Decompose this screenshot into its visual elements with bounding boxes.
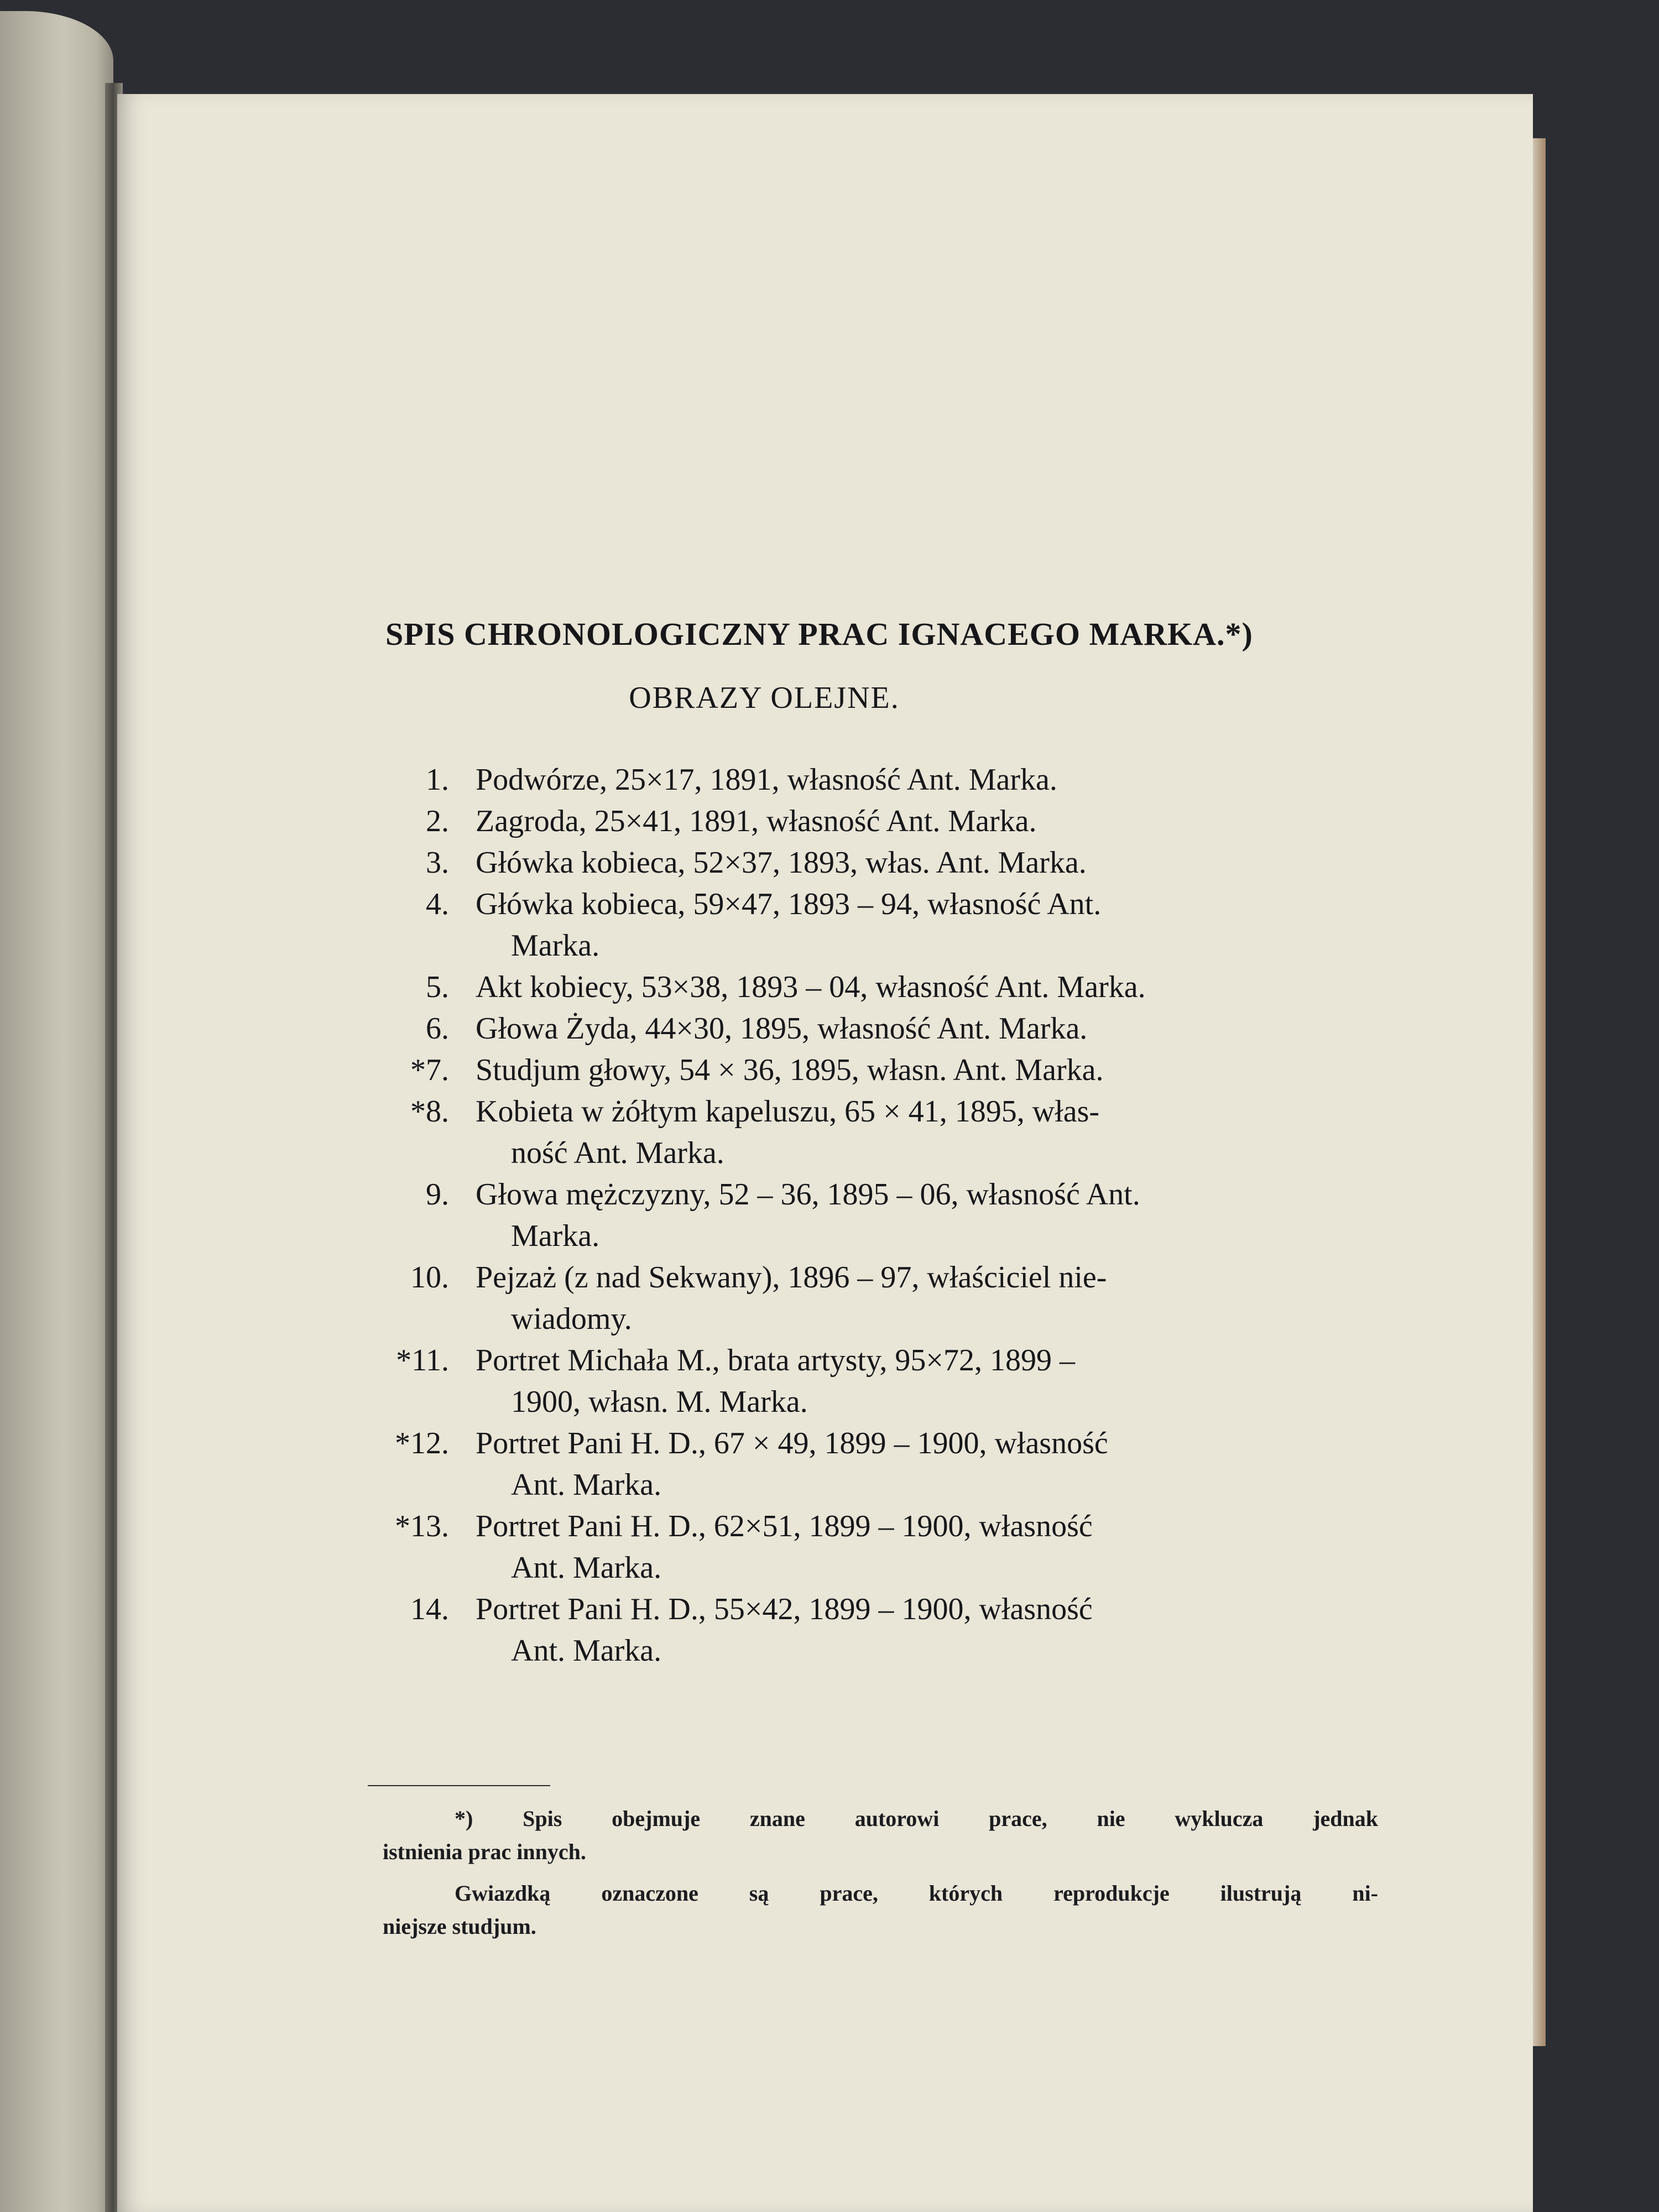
list-item bbox=[117, 1011, 1533, 1055]
page-title: SPIS CHRONOLOGICZNY PRAC IGNACEGO MARKA.*) bbox=[385, 616, 1253, 652]
footnote-divider bbox=[368, 1785, 550, 1786]
entry-text: Pejzaż (z nad Sekwany), 1896 – 97, właściciel nie- bbox=[476, 1260, 1107, 1295]
list-item bbox=[117, 1177, 1533, 1253]
entry-text: Zagroda, 25×41, 1891, własność Ant. Marka. bbox=[476, 804, 1037, 838]
footnote-line: *) Spis obejmuje znane autorowi prace, nie wyklucza jednak bbox=[455, 1806, 1378, 1831]
list-item bbox=[117, 1592, 1533, 1668]
entry-text: Portret Pani H. D., 67 × 49, 1899 – 1900, własność bbox=[476, 1426, 1108, 1460]
list-item bbox=[117, 1343, 1533, 1419]
facing-page bbox=[0, 11, 113, 2212]
entry-number: *11. bbox=[396, 1343, 449, 1378]
entry-number: 2. bbox=[426, 804, 449, 838]
section-heading: OBRAZY OLEJNE. bbox=[629, 681, 900, 715]
entry-number: 5. bbox=[426, 970, 449, 1004]
entry-text: Portret Michała M., brata artysty, 95×72, 1899 – bbox=[476, 1343, 1075, 1378]
entry-number: 14. bbox=[410, 1592, 449, 1626]
entry-text: Głowa mężczyzny, 52 – 36, 1895 – 06, własność Ant. bbox=[476, 1177, 1140, 1212]
entry-number: *8. bbox=[410, 1094, 449, 1129]
entry-continuation: 1900, własn. M. Marka. bbox=[511, 1385, 808, 1419]
entry-continuation: Marka. bbox=[511, 1219, 600, 1253]
entry-text: Podwórze, 25×17, 1891, własność Ant. Marka. bbox=[476, 763, 1057, 797]
entry-text: Portret Pani H. D., 55×42, 1899 – 1900, własność bbox=[476, 1592, 1093, 1626]
entry-text: Akt kobiecy, 53×38, 1893 – 04, własność Ant. Marka. bbox=[476, 970, 1146, 1004]
list-item bbox=[117, 1426, 1533, 1502]
entry-number: 3. bbox=[426, 846, 449, 880]
entry-text: Główka kobieca, 52×37, 1893, włas. Ant. Marka. bbox=[476, 846, 1087, 880]
entry-number: 9. bbox=[426, 1177, 449, 1212]
entry-continuation: wiadomy. bbox=[511, 1302, 632, 1336]
entry-text: Kobieta w żółtym kapeluszu, 65 × 41, 1895, włas- bbox=[476, 1094, 1100, 1129]
entry-continuation: Ant. Marka. bbox=[511, 1468, 662, 1502]
entry-text: Główka kobieca, 59×47, 1893 – 94, własność Ant. bbox=[476, 887, 1102, 921]
footnote-line: niejsze studjum. bbox=[383, 1914, 536, 1939]
list-item bbox=[117, 1052, 1533, 1097]
entry-continuation: Marka. bbox=[511, 928, 600, 963]
entry-number: 10. bbox=[410, 1260, 449, 1295]
entry-continuation: Ant. Marka. bbox=[511, 1634, 662, 1668]
entry-continuation: ność Ant. Marka. bbox=[511, 1136, 724, 1170]
entry-number: 1. bbox=[426, 763, 449, 797]
entry-number: 4. bbox=[426, 887, 449, 921]
list-item bbox=[117, 804, 1533, 848]
footnote-line: Gwiazdką oznaczone są prace, których reprodukcje ilustrują ni- bbox=[455, 1881, 1378, 1906]
list-item bbox=[117, 1094, 1533, 1170]
book-page bbox=[117, 94, 1533, 2212]
entry-number: 6. bbox=[426, 1011, 449, 1046]
entry-number: *12. bbox=[395, 1426, 449, 1460]
entry-text: Studjum głowy, 54 × 36, 1895, własn. Ant. Marka. bbox=[476, 1053, 1104, 1087]
list-item bbox=[117, 886, 1533, 963]
list-item bbox=[117, 1509, 1533, 1585]
footnote-line: istnienia prac innych. bbox=[383, 1839, 586, 1864]
entry-continuation: Ant. Marka. bbox=[511, 1551, 662, 1585]
list-item bbox=[117, 845, 1533, 889]
entry-text: Portret Pani H. D., 62×51, 1899 – 1900, własność bbox=[476, 1509, 1093, 1543]
list-item bbox=[117, 762, 1533, 806]
entry-number: *7. bbox=[410, 1053, 449, 1087]
list-item bbox=[117, 1260, 1533, 1336]
list-item bbox=[117, 969, 1533, 1014]
entry-number: *13. bbox=[395, 1509, 449, 1543]
entry-text: Głowa Żyda, 44×30, 1895, własność Ant. Marka. bbox=[476, 1011, 1088, 1046]
